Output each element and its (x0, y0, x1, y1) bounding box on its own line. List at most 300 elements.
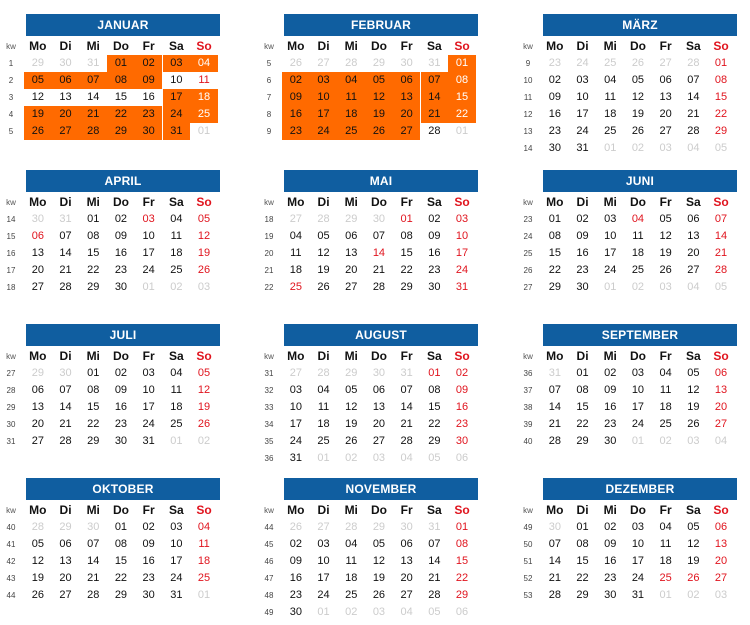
day-cell-highlighted[interactable]: 25 (190, 106, 218, 123)
day-cell-highlighted[interactable]: 25 (337, 123, 365, 140)
day-cell-adjacent-month[interactable]: 01 (142, 281, 155, 293)
day-cell[interactable]: 08 (428, 384, 441, 396)
day-cell[interactable]: 23 (114, 264, 128, 276)
day-cell[interactable]: 06 (659, 74, 672, 86)
day-cell[interactable]: 18 (170, 401, 183, 413)
day-cell[interactable]: 03 (289, 384, 302, 396)
day-cell[interactable]: 24 (142, 264, 155, 276)
day-cell[interactable]: 04 (604, 74, 617, 86)
day-cell[interactable]: 25 (170, 264, 183, 276)
day-cell[interactable]: 20 (31, 264, 44, 276)
day-cell[interactable]: 08 (576, 384, 589, 396)
day-cell[interactable]: 12 (197, 384, 211, 396)
day-cell[interactable]: 06 (687, 213, 700, 225)
day-cell[interactable]: 09 (576, 230, 589, 242)
day-cell-adjacent-month[interactable]: 03 (687, 435, 700, 447)
day-cell-highlighted[interactable]: 22 (107, 106, 135, 123)
day-cell[interactable]: 21 (687, 108, 700, 120)
day-cell[interactable]: 05 (631, 74, 645, 86)
day-cell[interactable]: 15 (87, 247, 100, 259)
day-cell[interactable]: 11 (659, 538, 672, 550)
day-cell[interactable]: 04 (631, 213, 645, 225)
day-cell-highlighted[interactable]: 27 (52, 123, 80, 140)
day-cell[interactable]: 29 (455, 589, 469, 601)
day-cell[interactable]: 07 (59, 230, 72, 242)
day-cell-adjacent-month[interactable]: 02 (345, 606, 358, 618)
day-cell-adjacent-month[interactable]: 24 (576, 57, 589, 69)
day-cell-adjacent-month[interactable]: 04 (714, 435, 728, 447)
day-cell[interactable]: 08 (114, 538, 128, 550)
day-cell-highlighted[interactable]: 21 (421, 106, 449, 123)
day-cell[interactable]: 10 (317, 555, 330, 567)
day-cell-adjacent-month[interactable]: 26 (631, 57, 645, 69)
day-cell-adjacent-month[interactable]: 02 (170, 281, 183, 293)
day-cell[interactable]: 04 (197, 521, 211, 533)
day-cell[interactable]: 07 (400, 384, 413, 396)
day-cell[interactable]: 14 (87, 91, 100, 103)
day-cell-adjacent-month[interactable]: 03 (659, 281, 672, 293)
day-cell[interactable]: 01 (576, 367, 589, 379)
day-cell[interactable]: 11 (198, 74, 210, 86)
day-cell[interactable]: 02 (289, 538, 302, 550)
day-cell[interactable]: 14 (400, 401, 413, 413)
day-cell[interactable]: 14 (428, 555, 441, 567)
day-cell-adjacent-month[interactable]: 06 (455, 452, 469, 464)
day-cell[interactable]: 28 (400, 435, 413, 447)
day-cell-highlighted[interactable]: 26 (365, 123, 393, 140)
day-cell[interactable]: 28 (687, 125, 700, 137)
day-cell[interactable]: 02 (114, 213, 128, 225)
day-cell[interactable]: 29 (714, 125, 728, 137)
day-cell-adjacent-month[interactable]: 04 (400, 452, 413, 464)
day-cell[interactable]: 05 (317, 230, 330, 242)
day-cell[interactable]: 16 (455, 401, 469, 413)
day-cell[interactable]: 03 (142, 367, 155, 379)
day-cell-highlighted[interactable]: 13 (393, 89, 421, 106)
day-cell-adjacent-month[interactable]: 31 (87, 57, 100, 69)
day-cell-adjacent-month[interactable]: 31 (428, 521, 441, 533)
day-cell[interactable]: 14 (548, 555, 561, 567)
day-cell-highlighted[interactable]: 05 (365, 72, 393, 89)
day-cell-adjacent-month[interactable]: 03 (714, 589, 728, 601)
day-cell[interactable]: 02 (604, 367, 617, 379)
day-cell[interactable]: 30 (428, 281, 441, 293)
day-cell-highlighted[interactable]: 29 (107, 123, 135, 140)
day-cell[interactable]: 20 (400, 572, 413, 584)
day-cell-adjacent-month[interactable]: 29 (59, 521, 72, 533)
day-cell[interactable]: 23 (114, 418, 128, 430)
day-cell[interactable]: 01 (87, 367, 100, 379)
day-cell[interactable]: 05 (687, 367, 700, 379)
day-cell-adjacent-month[interactable]: 27 (317, 521, 330, 533)
day-cell-highlighted[interactable]: 09 (135, 72, 163, 89)
day-cell[interactable]: 31 (289, 452, 302, 464)
day-cell[interactable]: 09 (548, 91, 561, 103)
day-cell[interactable]: 10 (289, 401, 302, 413)
day-cell-adjacent-month[interactable]: 02 (687, 589, 700, 601)
day-cell[interactable]: 16 (142, 91, 155, 103)
day-cell-adjacent-month[interactable]: 26 (289, 57, 302, 69)
day-cell[interactable]: 27 (31, 435, 44, 447)
day-cell[interactable]: 26 (631, 125, 645, 137)
day-cell[interactable]: 23 (576, 264, 589, 276)
day-cell-adjacent-month[interactable]: 01 (604, 281, 617, 293)
day-cell[interactable]: 12 (372, 555, 386, 567)
day-cell-adjacent-month[interactable]: 01 (659, 589, 672, 601)
day-cell-adjacent-month[interactable]: 05 (714, 281, 728, 293)
day-cell[interactable]: 17 (631, 555, 645, 567)
day-cell[interactable]: 11 (659, 384, 672, 396)
day-cell[interactable]: 16 (289, 572, 302, 584)
day-cell-adjacent-month[interactable]: 01 (455, 125, 469, 137)
day-cell[interactable]: 04 (659, 521, 672, 533)
day-cell-adjacent-month[interactable]: 25 (604, 57, 617, 69)
day-cell[interactable]: 05 (372, 538, 386, 550)
day-cell[interactable]: 05 (687, 521, 700, 533)
day-cell-adjacent-month[interactable]: 30 (400, 521, 413, 533)
day-cell[interactable]: 12 (345, 401, 358, 413)
day-cell[interactable]: 12 (687, 538, 700, 550)
day-cell[interactable]: 29 (576, 589, 589, 601)
day-cell[interactable]: 12 (197, 230, 211, 242)
day-cell[interactable]: 16 (114, 401, 128, 413)
day-cell[interactable]: 25 (659, 418, 672, 430)
day-cell-adjacent-month[interactable]: 30 (59, 57, 72, 69)
day-cell-adjacent-month[interactable]: 01 (317, 452, 330, 464)
day-cell-adjacent-month[interactable]: 02 (631, 281, 645, 293)
day-cell[interactable]: 27 (31, 281, 44, 293)
day-cell[interactable]: 26 (372, 589, 386, 601)
day-cell[interactable]: 26 (31, 589, 44, 601)
day-cell[interactable]: 13 (31, 247, 44, 259)
day-cell-adjacent-month[interactable]: 01 (170, 435, 183, 447)
day-cell[interactable]: 22 (87, 418, 100, 430)
day-cell[interactable]: 23 (604, 418, 617, 430)
day-cell[interactable]: 18 (317, 418, 330, 430)
day-cell[interactable]: 29 (114, 589, 128, 601)
day-cell[interactable]: 24 (576, 125, 589, 137)
day-cell[interactable]: 20 (714, 401, 728, 413)
day-cell[interactable]: 30 (114, 435, 128, 447)
day-cell-highlighted[interactable]: 16 (282, 106, 310, 123)
day-cell[interactable]: 20 (31, 418, 44, 430)
day-cell[interactable]: 14 (714, 230, 728, 242)
day-cell[interactable]: 16 (548, 108, 561, 120)
day-cell[interactable]: 08 (87, 384, 100, 396)
day-cell[interactable]: 02 (455, 367, 469, 379)
day-cell[interactable]: 13 (400, 555, 413, 567)
day-cell[interactable]: 24 (631, 418, 645, 430)
day-cell[interactable]: 28 (714, 264, 728, 276)
day-cell[interactable]: 13 (714, 384, 728, 396)
day-cell[interactable]: 21 (372, 264, 386, 276)
day-cell-highlighted[interactable]: 24 (310, 123, 338, 140)
day-cell[interactable]: 07 (59, 384, 72, 396)
day-cell-adjacent-month[interactable]: 01 (631, 435, 645, 447)
day-cell[interactable]: 22 (714, 108, 728, 120)
day-cell[interactable]: 06 (31, 230, 44, 242)
day-cell[interactable]: 07 (687, 74, 700, 86)
day-cell[interactable]: 06 (59, 538, 72, 550)
day-cell[interactable]: 16 (604, 401, 617, 413)
day-cell[interactable]: 23 (289, 589, 302, 601)
day-cell[interactable]: 27 (714, 418, 728, 430)
day-cell-adjacent-month[interactable]: 05 (428, 452, 441, 464)
day-cell[interactable]: 19 (197, 247, 211, 259)
day-cell[interactable]: 13 (31, 401, 44, 413)
day-cell[interactable]: 25 (345, 589, 358, 601)
day-cell[interactable]: 13 (59, 555, 72, 567)
day-cell[interactable]: 31 (576, 142, 589, 154)
day-cell[interactable]: 31 (170, 589, 183, 601)
day-cell-highlighted[interactable]: 06 (52, 72, 80, 89)
day-cell[interactable]: 20 (687, 247, 700, 259)
day-cell[interactable]: 04 (170, 213, 183, 225)
day-cell[interactable]: 25 (659, 572, 672, 584)
day-cell[interactable]: 22 (548, 264, 561, 276)
day-cell[interactable]: 31 (142, 435, 155, 447)
day-cell-adjacent-month[interactable]: 03 (372, 452, 386, 464)
day-cell[interactable]: 16 (428, 247, 441, 259)
day-cell[interactable]: 11 (290, 247, 302, 259)
day-cell-adjacent-month[interactable]: 29 (31, 57, 44, 69)
day-cell[interactable]: 25 (197, 572, 211, 584)
day-cell-highlighted[interactable]: 18 (337, 106, 365, 123)
day-cell[interactable]: 25 (631, 264, 645, 276)
day-cell[interactable]: 10 (604, 230, 617, 242)
day-cell-adjacent-month[interactable]: 23 (548, 57, 561, 69)
day-cell[interactable]: 24 (455, 264, 469, 276)
day-cell[interactable]: 23 (428, 264, 441, 276)
day-cell[interactable]: 01 (428, 367, 441, 379)
day-cell-adjacent-month[interactable]: 30 (372, 213, 386, 225)
day-cell[interactable]: 13 (714, 538, 728, 550)
day-cell[interactable]: 23 (604, 572, 617, 584)
day-cell-highlighted[interactable]: 05 (24, 72, 52, 89)
day-cell-adjacent-month[interactable]: 30 (548, 521, 561, 533)
day-cell[interactable]: 27 (372, 435, 386, 447)
day-cell-adjacent-month[interactable]: 26 (289, 521, 302, 533)
day-cell[interactable]: 09 (114, 230, 128, 242)
day-cell[interactable]: 27 (59, 589, 72, 601)
day-cell-adjacent-month[interactable]: 30 (372, 367, 386, 379)
day-cell[interactable]: 21 (59, 264, 72, 276)
day-cell-adjacent-month[interactable]: 28 (345, 57, 358, 69)
day-cell[interactable]: 19 (659, 247, 672, 259)
day-cell[interactable]: 29 (87, 435, 100, 447)
day-cell-highlighted[interactable]: 06 (393, 72, 421, 89)
day-cell-highlighted[interactable]: 22 (448, 106, 476, 123)
day-cell-highlighted[interactable]: 11 (337, 89, 365, 106)
day-cell[interactable]: 09 (142, 538, 155, 550)
day-cell-highlighted[interactable]: 23 (282, 123, 310, 140)
day-cell[interactable]: 22 (114, 572, 128, 584)
day-cell[interactable]: 05 (197, 367, 211, 379)
day-cell-highlighted[interactable]: 08 (448, 72, 476, 89)
day-cell-adjacent-month[interactable]: 30 (31, 213, 44, 225)
day-cell[interactable]: 11 (632, 230, 644, 242)
day-cell-highlighted[interactable]: 17 (163, 89, 191, 106)
day-cell[interactable]: 16 (576, 247, 589, 259)
day-cell-adjacent-month[interactable]: 29 (372, 57, 386, 69)
day-cell[interactable]: 17 (604, 247, 617, 259)
day-cell[interactable]: 22 (428, 418, 441, 430)
day-cell-adjacent-month[interactable]: 01 (317, 606, 330, 618)
day-cell[interactable]: 18 (659, 401, 672, 413)
day-cell[interactable]: 19 (372, 572, 386, 584)
day-cell[interactable]: 30 (548, 142, 561, 154)
day-cell[interactable]: 17 (317, 572, 330, 584)
day-cell[interactable]: 20 (59, 572, 72, 584)
day-cell[interactable]: 03 (317, 538, 330, 550)
day-cell[interactable]: 07 (372, 230, 386, 242)
day-cell[interactable]: 06 (372, 384, 386, 396)
day-cell[interactable]: 15 (114, 555, 128, 567)
day-cell[interactable]: 21 (59, 418, 72, 430)
day-cell-adjacent-month[interactable]: 27 (317, 57, 330, 69)
day-cell[interactable]: 04 (317, 384, 330, 396)
day-cell[interactable]: 11 (170, 384, 183, 396)
day-cell[interactable]: 14 (87, 555, 100, 567)
day-cell[interactable]: 21 (87, 572, 100, 584)
day-cell[interactable]: 13 (687, 230, 700, 242)
day-cell-highlighted[interactable]: 02 (135, 55, 163, 72)
day-cell[interactable]: 10 (170, 74, 183, 86)
day-cell[interactable]: 08 (714, 74, 728, 86)
day-cell[interactable]: 28 (87, 589, 100, 601)
day-cell[interactable]: 29 (87, 281, 100, 293)
day-cell[interactable]: 12 (317, 247, 330, 259)
day-cell[interactable]: 19 (197, 401, 211, 413)
day-cell[interactable]: 27 (345, 281, 358, 293)
day-cell[interactable]: 15 (576, 555, 589, 567)
day-cell[interactable]: 23 (548, 125, 561, 137)
day-cell-highlighted[interactable]: 26 (24, 123, 52, 140)
day-cell-adjacent-month[interactable]: 01 (197, 589, 211, 601)
day-cell[interactable]: 10 (631, 538, 645, 550)
day-cell[interactable]: 08 (576, 538, 589, 550)
day-cell-highlighted[interactable]: 04 (190, 55, 218, 72)
day-cell[interactable]: 26 (687, 572, 700, 584)
day-cell[interactable]: 21 (548, 572, 561, 584)
day-cell[interactable]: 06 (714, 367, 728, 379)
day-cell[interactable]: 25 (604, 125, 617, 137)
day-cell[interactable]: 30 (604, 435, 617, 447)
day-cell[interactable]: 10 (455, 230, 469, 242)
day-cell[interactable]: 15 (428, 401, 441, 413)
day-cell-adjacent-month[interactable]: 27 (659, 57, 672, 69)
day-cell[interactable]: 18 (289, 264, 302, 276)
day-cell[interactable]: 15 (714, 91, 728, 103)
day-cell[interactable]: 20 (345, 264, 358, 276)
day-cell-adjacent-month[interactable]: 29 (372, 521, 386, 533)
day-cell[interactable]: 31 (631, 589, 645, 601)
day-cell[interactable]: 28 (59, 281, 72, 293)
day-cell[interactable]: 01 (87, 213, 100, 225)
day-cell[interactable]: 16 (604, 555, 617, 567)
day-cell-highlighted[interactable]: 01 (448, 55, 476, 72)
day-cell[interactable]: 15 (400, 247, 413, 259)
day-cell[interactable]: 26 (687, 418, 700, 430)
day-cell[interactable]: 17 (142, 247, 155, 259)
day-cell[interactable]: 01 (714, 57, 728, 69)
day-cell[interactable]: 03 (576, 74, 589, 86)
day-cell-adjacent-month[interactable]: 31 (59, 213, 72, 225)
day-cell-adjacent-month[interactable]: 01 (604, 142, 617, 154)
day-cell[interactable]: 18 (659, 555, 672, 567)
day-cell[interactable]: 30 (114, 281, 128, 293)
day-cell[interactable]: 12 (687, 384, 700, 396)
day-cell[interactable]: 17 (142, 401, 155, 413)
day-cell-adjacent-month[interactable]: 31 (400, 367, 413, 379)
day-cell-highlighted[interactable]: 21 (79, 106, 107, 123)
day-cell[interactable]: 03 (170, 521, 183, 533)
day-cell-highlighted[interactable]: 20 (52, 106, 80, 123)
day-cell[interactable]: 09 (604, 384, 617, 396)
day-cell-highlighted[interactable]: 20 (393, 106, 421, 123)
day-cell-highlighted[interactable]: 27 (393, 123, 421, 140)
day-cell[interactable]: 24 (317, 589, 330, 601)
day-cell[interactable]: 24 (289, 435, 302, 447)
day-cell[interactable]: 05 (197, 213, 211, 225)
day-cell[interactable]: 17 (289, 418, 302, 430)
day-cell[interactable]: 11 (170, 230, 183, 242)
day-cell[interactable]: 10 (142, 230, 155, 242)
day-cell[interactable]: 18 (170, 247, 183, 259)
day-cell[interactable]: 03 (604, 213, 617, 225)
day-cell-highlighted[interactable]: 08 (107, 72, 135, 89)
day-cell[interactable]: 21 (714, 247, 728, 259)
day-cell-highlighted[interactable]: 07 (79, 72, 107, 89)
day-cell[interactable]: 02 (114, 367, 128, 379)
day-cell[interactable]: 10 (576, 91, 589, 103)
day-cell[interactable]: 01 (400, 213, 413, 225)
day-cell[interactable]: 03 (631, 367, 645, 379)
day-cell-adjacent-month[interactable]: 02 (345, 452, 358, 464)
day-cell[interactable]: 20 (714, 555, 728, 567)
day-cell-highlighted[interactable]: 18 (190, 89, 218, 106)
day-cell-highlighted[interactable]: 10 (310, 89, 338, 106)
day-cell-adjacent-month[interactable]: 27 (289, 213, 302, 225)
day-cell[interactable]: 26 (345, 435, 358, 447)
day-cell-adjacent-month[interactable]: 31 (428, 57, 441, 69)
day-cell-adjacent-month[interactable]: 04 (687, 142, 700, 154)
day-cell-adjacent-month[interactable]: 28 (317, 367, 330, 379)
day-cell[interactable]: 26 (317, 281, 330, 293)
day-cell[interactable]: 06 (345, 230, 358, 242)
day-cell[interactable]: 27 (714, 572, 728, 584)
day-cell[interactable]: 28 (372, 281, 386, 293)
day-cell[interactable]: 08 (548, 230, 561, 242)
day-cell-highlighted[interactable]: 17 (310, 106, 338, 123)
day-cell-adjacent-month[interactable]: 28 (317, 213, 330, 225)
day-cell[interactable]: 06 (714, 521, 728, 533)
day-cell-highlighted[interactable]: 09 (282, 89, 310, 106)
day-cell[interactable]: 19 (317, 264, 330, 276)
day-cell[interactable]: 23 (455, 418, 469, 430)
day-cell[interactable]: 14 (687, 91, 700, 103)
day-cell[interactable]: 30 (455, 435, 469, 447)
day-cell[interactable]: 15 (455, 555, 469, 567)
day-cell[interactable]: 22 (576, 572, 589, 584)
day-cell-highlighted[interactable]: 30 (135, 123, 163, 140)
day-cell-adjacent-month[interactable]: 05 (428, 606, 441, 618)
day-cell[interactable]: 08 (87, 230, 100, 242)
day-cell-adjacent-month[interactable]: 05 (714, 142, 728, 154)
day-cell[interactable]: 13 (345, 247, 358, 259)
day-cell[interactable]: 22 (87, 264, 100, 276)
day-cell-adjacent-month[interactable]: 03 (372, 606, 386, 618)
